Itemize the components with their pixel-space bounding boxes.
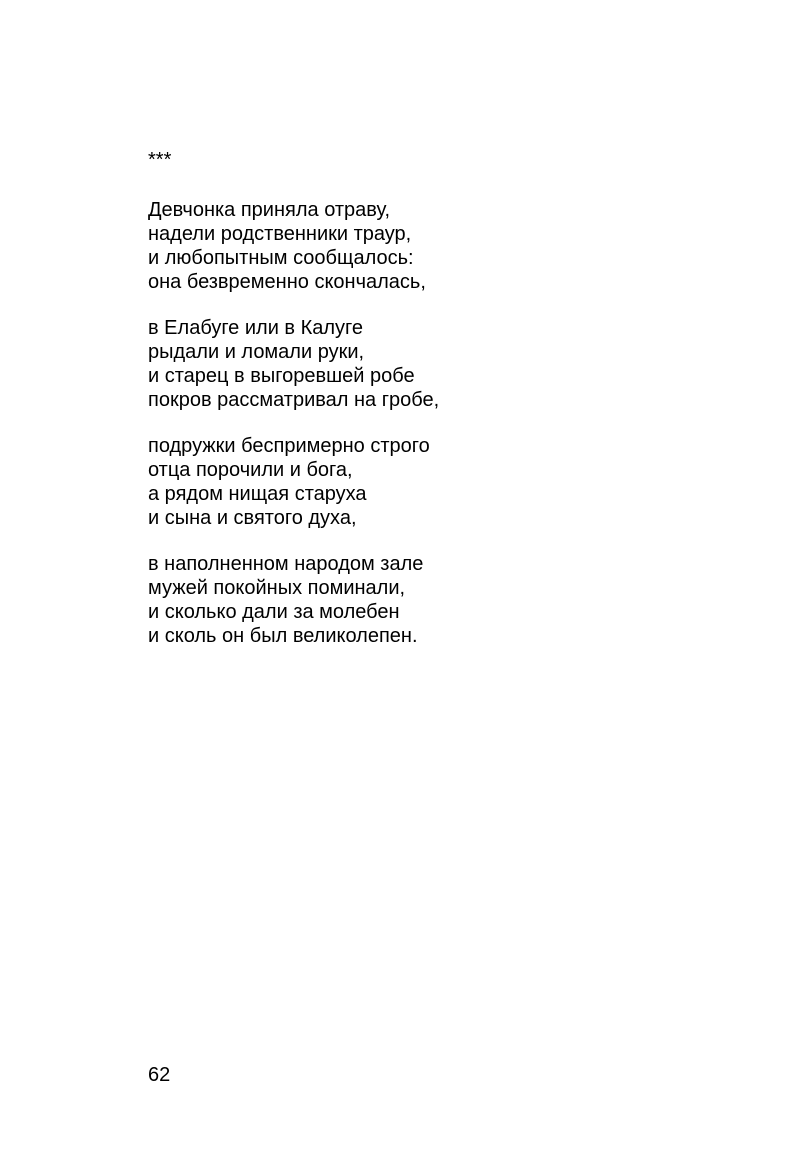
poem-line: и сколько дали за молебен <box>148 601 400 623</box>
poem-line: Девчонка приняла отраву, <box>148 199 391 221</box>
poem-line: в наполненном народом зале <box>148 553 424 575</box>
poem-separator: *** <box>148 149 172 171</box>
poem-body <box>148 198 708 670</box>
poem-line: покров рассматривал на гробе, <box>148 389 440 411</box>
poem-line: и старец в выгоревшей робе <box>148 365 415 387</box>
poem-line: и любопытным сообщалось: <box>148 247 414 269</box>
poem-line: и сколь он был великолепен. <box>148 625 418 647</box>
stanza-3 <box>148 434 708 530</box>
page-number: 62 <box>148 1064 171 1086</box>
stanza-4 <box>148 552 708 648</box>
poem-line: отца порочили и бога, <box>148 459 353 481</box>
poem-line: и сына и святого духа, <box>148 507 357 529</box>
poem-line: в Елабуге или в Калуге <box>148 317 364 339</box>
poem-line: она безвременно скончалась, <box>148 271 426 293</box>
stanza-1 <box>148 198 708 294</box>
poem-line: надели родственники траур, <box>148 223 412 245</box>
poem-line: а рядом нищая старуха <box>148 483 367 505</box>
poem-line: рыдали и ломали руки, <box>148 341 365 363</box>
poem-line: мужей покойных поминали, <box>148 577 406 599</box>
stanza-2 <box>148 316 708 412</box>
poem-line: подружки беспримерно строго <box>148 435 430 457</box>
